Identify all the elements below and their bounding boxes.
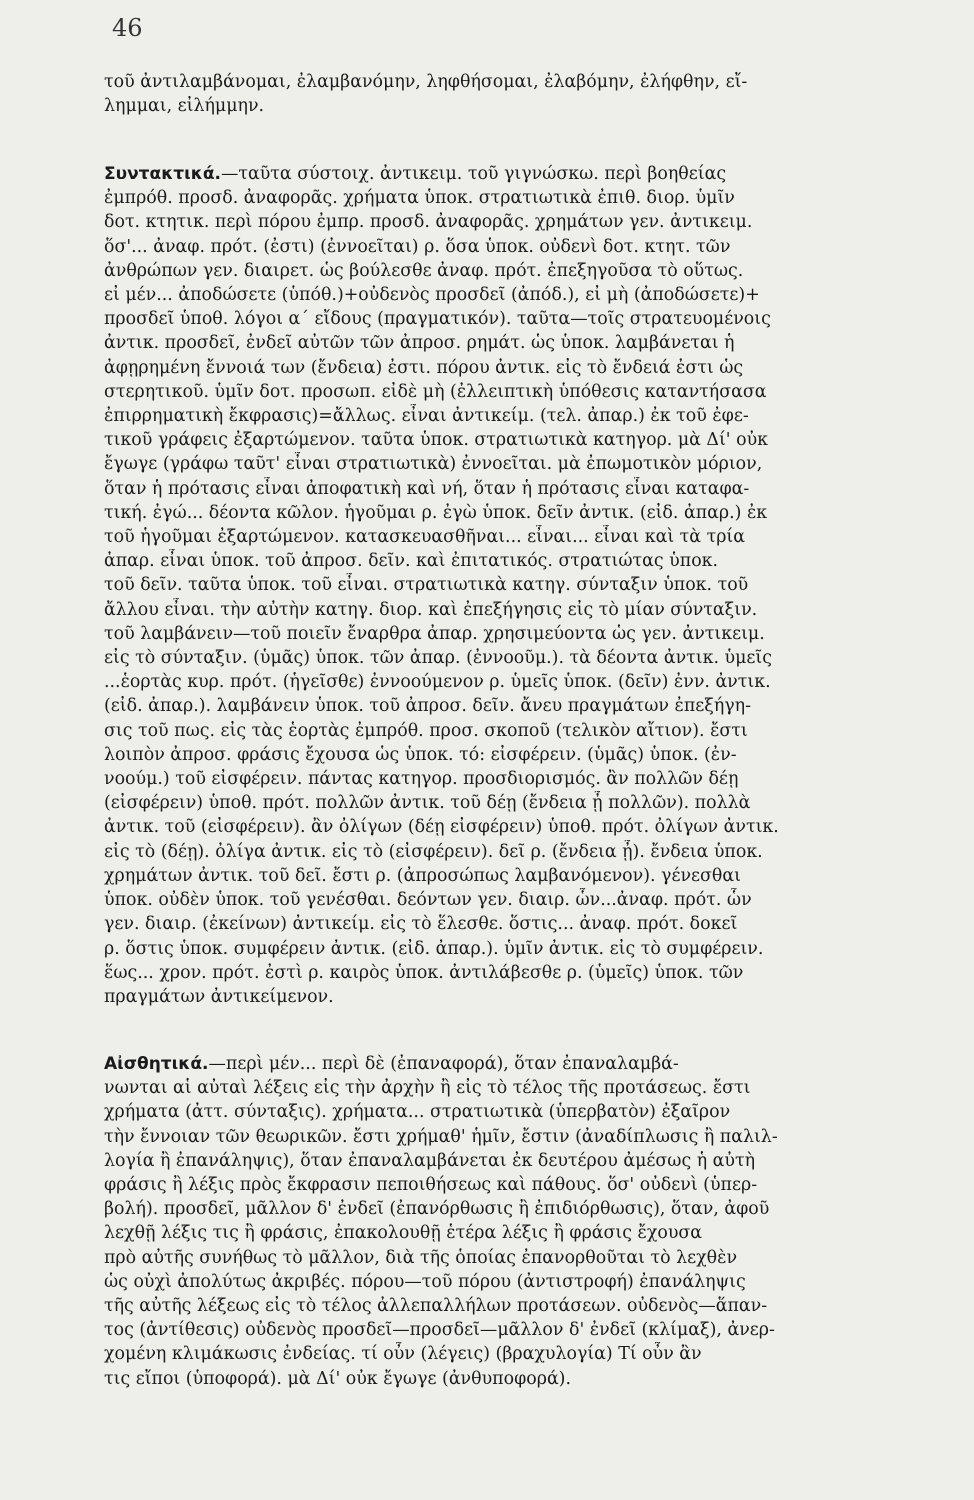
text-line: ...ἑορτὰς κυρ. πρότ. (ἡγεῖσθε) ἐννοούμενον ρ. ὑμεῖς ὑποκ. (δεῖν) ἐνν. ἀντικ. <box>104 672 771 693</box>
text-line: λοιπὸν ἀπροσ. φράσις ἔχουσα ὡς ὑποκ. τό: εἰσφέρειν. (ὑμᾶς) ὑποκ. (ἐν- <box>104 744 737 765</box>
text-line: ἀντικ. προσδεῖ, ἐνδεῖ αὐτῶν τῶν ἀπροσ. ρημάτ. ὡς ὑποκ. λαμβάνεται ἡ <box>104 333 735 354</box>
text-line: ἀντικ. τοῦ (εἰσφέρειν). ἂν ὀλίγων (δέῃ εἰσφέρειν) ὑποθ. πρότ. ὀλίγων ἀντικ. <box>104 817 779 838</box>
text-line: λεχθῇ λέξις τις ἢ φράσις, ἐπακολουθῇ ἑτέρα λέξις ἢ φράσις ἔχουσα <box>104 1223 703 1244</box>
text-line: ἔγωγε (γράφω ταῦτ' εἶναι στρατιωτικὰ) ἐννοεῖται. μὰ ἐπωμοτικὸν μόριον, <box>104 454 763 475</box>
section-heading-syntax: Συντακτικά. <box>104 164 221 184</box>
text-line <box>104 162 909 186</box>
intro-paragraph <box>104 70 909 118</box>
text-line: λημμαι, εἰλήμμην. <box>104 96 265 117</box>
text-line: ἄλλου εἶναι. τὴν αὐτὴν κατηγ. διορ. καὶ ἐπεξήγησις εἰς τὸ μίαν σύνταξιν. <box>104 599 758 620</box>
text-line: τικοῦ γράφεις ἐξαρτώμενον. ταῦτα ὑποκ. στρατιωτικὰ κατηγορ. μὰ Δί' οὐκ <box>104 430 769 451</box>
text-line: τος (ἀντίθεσις) οὐδενὸς προσδεῖ—προσδεῖ—μᾶλλον δ' ἐνδεῖ (κλίμαξ), ἀνερ- <box>104 1320 775 1341</box>
text-line: ὑποκ. οὐδὲν ὑποκ. τοῦ γενέσθαι. δεόντων γεν. διαιρ. ὧν...ἀναφ. πρότ. ὧν <box>104 890 752 911</box>
text-line: τοῦ δεῖν. ταῦτα ὑποκ. τοῦ εἶναι. στρατιωτικὰ κατηγ. σύνταξιν ὑποκ. τοῦ <box>104 575 749 596</box>
page-number: 46 <box>112 14 143 42</box>
text-line: ἀνθρώπων γεν. διαιρετ. ὡς βούλεσθε ἀναφ. πρότ. ἐπεξηγοῦσα τὸ οὕτως. <box>104 260 744 281</box>
text-line: ἀπαρ. εἶναι ὑποκ. τοῦ ἀπροσ. δεῖν. καὶ ἐπιτατικός. στρατιώτας ὑποκ. <box>104 551 719 572</box>
text-line: τική. ἐγώ... δέοντα κῶλον. ἡγοῦμαι ρ. ἐγὼ ὑποκ. δεῖν ἀντικ. (εἰδ. ἀπαρ.) ἐκ <box>104 502 768 523</box>
text-line: ὡς οὐχὶ ἀπολύτως ἀκριβές. πόρου—τοῦ πόρου (ἀντιστροφή) ἐπανάληψις <box>104 1271 746 1292</box>
text-line: ἀφῃρημένη ἔννοιά των (ἔνδεια) ἐστι. πόρου ἀντικ. εἰς τὸ ἔνδειά ἐστι ὡς <box>104 357 744 378</box>
text-line: βολή). προσδεῖ, μᾶλλον δ' ἐνδεῖ (ἐπανόρθωσις ἢ ἐπιδιόρθωσις), ὅταν, ἀφοῦ <box>104 1199 770 1220</box>
text-line: τοῦ λαμβάνειν—τοῦ ποιεῖν ἔναρθρα ἀπαρ. χρησιμεύοντα ὡς γεν. ἀντικειμ. <box>104 623 765 644</box>
text-line: σις τοῦ πως. εἰς τὰς ἑορτὰς ἐμπρόθ. προσ. σκοποῦ (τελικὸν αἴτιον). ἔστι <box>104 720 748 741</box>
text-line: χρήματα (ἀττ. σύνταξις). χρήματα... στρατιωτικὰ (ὑπερβατὸν) ἐξαῖρον <box>104 1102 731 1123</box>
text-line: εἰς τὸ (δέῃ). ὀλίγα ἀντικ. εἰς τὸ (εἰσφέρειν). δεῖ ρ. (ἔνδεια ᾖ). ἔνδεια ὑποκ. <box>104 841 763 862</box>
text-line <box>104 1052 909 1076</box>
text-line: (εἰσφέρειν) ὑποθ. πρότ. πολλῶν ἀντικ. τοῦ δέῃ (ἔνδεια ᾖ πολλῶν). πολλὰ <box>104 793 751 814</box>
text-line: τῆς αὐτῆς λέξεως εἰς τὸ τέλος ἀλλεπαλλήλων προτάσεων. οὐδενὸς—ἅπαν- <box>104 1296 768 1317</box>
text-line: προσδεῖ ὑποθ. λόγοι α΄ εἴδους (πραγματικόν). ταῦτα—τοῖς στρατευομένοις <box>104 309 771 330</box>
text-line-content: —ταῦτα σύστοιχ. ἀντικειμ. τοῦ γιγνώσκω. περὶ βοηθείας <box>220 164 727 184</box>
text-line: ἐμπρόθ. προσδ. ἀναφορᾶς. χρήματα ὑποκ. στρατιωτικὰ ἐπιθ. διορ. ὑμῖν <box>104 188 735 209</box>
text-line: νωνται αἱ αὐταὶ λέξεις εἰς τὴν ἀρχὴν ἢ εἰς τὸ τέλος τῆς προτάσεως. ἔστι <box>104 1078 751 1099</box>
text-line: χρημάτων ἀντικ. τοῦ δεῖ. ἔστι ρ. (ἀπροσώπως λαμβανόμενον). γένεσθαι <box>104 865 741 886</box>
text-line: τὴν ἔννοιαν τῶν θεωρικῶν. ἔστι χρήμαθ' ἡμῖν, ἔστιν (ἀναδίπλωσις ἢ παλιλ- <box>104 1126 778 1147</box>
text-line: τοῦ ἀντιλαμβάνομαι, ἐλαμβανόμην, ληφθήσομαι, ἐλαβόμην, ἐλήφθην, εἴ- <box>104 72 748 92</box>
text-line: λογία ἢ ἐπανάληψις), ὅταν ἐπαναλαμβάνεται ἐκ δευτέρου ἀμέσως ἡ αὐτὴ <box>104 1150 756 1171</box>
text-line: στερητικοῦ. ὑμῖν δοτ. προσωπ. εἰδὲ μὴ (ἐλλειπτικὴ ὑπόθεσις καταντήσασα <box>104 381 767 402</box>
text-line: ὅσ'... ἀναφ. πρότ. (ἐστι) (ἐννοεῖται) ρ. ὅσα ὑποκ. οὐδενὶ δοτ. κτητ. τῶν <box>104 236 731 257</box>
aesthetic-section <box>104 1052 909 1391</box>
text-line: ἐπιρρηματικὴ ἔκφρασις)=ἄλλως. εἶναι ἀντικείμ. (τελ. ἀπαρ.) ἐκ τοῦ ἐφε- <box>104 406 749 427</box>
text-line: ρ. ὅστις ὑποκ. συμφέρειν ἀντικ. (εἰδ. ἀπαρ.). ὑμῖν ἀντικ. εἰς τὸ συμφέρειν. <box>104 938 764 959</box>
text-line: φράσις ἢ λέξις πρὸς ἔκφρασιν πεποιθήσεως καὶ πάθους. ὅσ' οὐδενὶ (ὑπερ- <box>104 1175 758 1196</box>
text-line: εἰς τὸ σύνταξιν. (ὑμᾶς) ὑποκ. τῶν ἀπαρ. (ἐννοοῦμ.). τὰ δέοντα ἀντικ. ὑμεῖς <box>104 648 772 669</box>
text-line-content: —περὶ μέν... περὶ δὲ (ἐπαναφορά), ὅταν ἐπαναλαμβά- <box>208 1054 679 1074</box>
text-line: (εἰδ. ἀπαρ.). λαμβάνειν ὑποκ. τοῦ ἀπροσ. δεῖν. ἄνευ πραγμάτων ἐπεξήγη- <box>104 696 751 717</box>
syntax-section <box>104 162 909 1009</box>
text-line: γεν. διαιρ. (ἐκείνων) ἀντικείμ. εἰς τὸ ἕλεσθε. ὅστις... ἀναφ. πρότ. δοκεῖ <box>104 914 738 935</box>
text-line: πραγμάτων ἀντικείμενον. <box>104 986 334 1007</box>
text-line: νοούμ.) τοῦ εἰσφέρειν. πάντας κατηγορ. προσδιορισμός. ἂν πολλῶν δέῃ <box>104 769 739 790</box>
text-line: δοτ. κτητικ. περὶ πόρου ἐμπρ. προσδ. ἀναφορᾶς. χρημάτων γεν. ἀντικειμ. <box>104 212 753 233</box>
text-line: ἕως... χρον. πρότ. ἐστὶ ρ. καιρὸς ὑποκ. ἀντιλάβεσθε ρ. (ὑμεῖς) ὑποκ. τῶν <box>104 962 744 983</box>
text-line: τοῦ ἡγοῦμαι ἐξαρτώμενον. κατασκευασθῆναι... εἶναι... εἶναι καὶ τὰ τρία <box>104 527 745 548</box>
text-line: εἰ μέν... ἀποδώσετε (ὑπόθ.)+οὐδενὸς προσδεῖ (ἀπόδ.), εἰ μὴ (ἀποδώσετε)+ <box>104 285 760 306</box>
section-heading-aesthetic: Αἰσθητικά. <box>104 1054 209 1074</box>
text-line: τις εἴποι (ὑποφορά). μὰ Δί' οὐκ ἔγωγε (ἀνθυποφορά). <box>104 1368 571 1389</box>
text-line: χομένη κλιμάκωσις ἐνδείας. τί οὖν (λέγεις) (βραχυλογία) Τί οὖν ἂν <box>104 1344 702 1365</box>
text-line: πρὸ αὐτῆς συνήθως τὸ μᾶλλον, διὰ τῆς ὁποίας ἐπανορθοῦται τὸ λεχθὲν <box>104 1247 738 1268</box>
text-line: ὅταν ἡ πρότασις εἶναι ἀποφατικὴ καὶ νή, ὅταν ἡ πρότασις εἶναι καταφα- <box>104 478 750 499</box>
